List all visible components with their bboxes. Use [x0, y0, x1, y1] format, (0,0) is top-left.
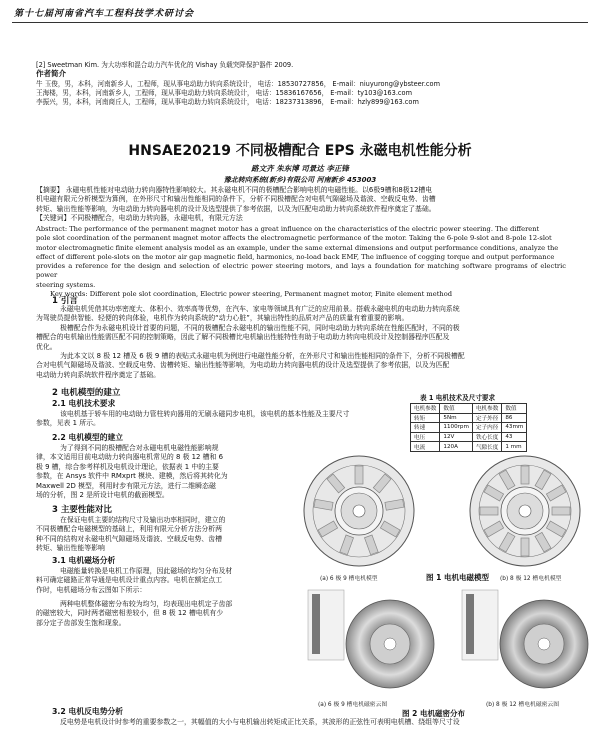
section-2-1-heading: 2.1 电机技术要求	[52, 399, 116, 408]
stator-slot	[480, 507, 498, 515]
author-intro-line: 王海楼，男，本科，河南新乡人，工程师，现从事电动助力转向系统设计， 电话：15836167656， E-mail：ty103@163.com	[36, 89, 413, 97]
section-3-heading: 3 主要性能对比	[52, 505, 112, 515]
flux-density-8p12s-image	[460, 586, 590, 698]
reference-2: [2] Sweetman Kim. 为大功率和混合动力汽车优化的 Vishay 负载突降保护器件 2009.	[36, 61, 294, 69]
section-3-1-text-2: 两种电机整体磁密分布较为均匀，均表现出电机定子齿部 的磁密较大，同时两者磁密相差较小，但 8 极 12 槽电机有少 部分定子齿部发生饱和现象。	[36, 600, 233, 627]
figure-1b-caption: (b) 8 极 12 槽电机模型	[500, 576, 562, 582]
abstract-cn: 【摘要】 永磁电机性能对电动助力转向器特性影响较大。其永磁电机不同的极槽配合影响电机的电磁性能。以6极9槽和8极12槽电 机电磁有限元分析模型为算例，在外形尺寸和输出性能相同的条件下，分析不同极槽配合对电机气隙磁场及谐波、空载反电势、齿槽 转矩、输出性能等影响，为电动助力转向器电机的设计及选型提供了参考依据，以及为匹配电动助力转向系统软件程序奠定了基础。 【关键词】不同极槽配合，电动助力转向器，永磁电机，有限元方法	[36, 186, 566, 224]
header-rule	[12, 22, 588, 23]
section-3-text: 在保证电机主要的结构尺寸及输出功率相同时，建立的 不同极槽配合电磁模型的基础上，利用有限元分析方法分析两 种不同的结构对永磁电机气隙磁场及谐波、空载反电势、齿槽 转矩、输出性能等影响	[36, 516, 226, 553]
section-3-2-text: 反电势是电机设计时参考的重要参数之一，其幅值的大小与电机输出转矩成正比关系，其波形的正弦性可表明电机槽、绕组等尺寸设	[60, 718, 460, 726]
table-1-caption: 表 1 电机技术及尺寸要求	[420, 394, 496, 402]
section-3-1-heading: 3.1 电机磁场分析	[52, 556, 116, 565]
abstract-en: Abstract: The performance of the permanent magnet motor has a great influence on the characteristics of the electric power steering. The different pole slot coordination of the permanent magnet motor affects the electromagnetic performance of the motor. Taking the 6-pole 9-slot and 8-pole 12-slot motor electromagnetic finite element analysis model as an example, under the same external dimensions and output performance conditions, analyze the effect of different pole-slots on the motor air gap magnetic field, harmonics, no-load back EMF, The influence of cogging torque and output performance provides a reference for the design and selection of electric power steering motors, and lays a foundation for matching software programs of electric power steering systems. Key words: Different pole slot coordination, Electric power steering, Permanent magnet motor, Finite element method	[36, 225, 566, 299]
flux-density-6p9s-image	[306, 586, 436, 698]
intro-text: 永磁电机凭借其功率密度大、体积小、效率高等优势，在汽车、家电等领域具有广泛的应用前景。搭载永磁电机的电动助力转向系统 为驾驶员提供智能、轻便的转向体验，电机作为转向系统的“动力心脏”，其输出特性的品质对产品的质量有着重要的影响。 极槽配合作为永磁电机设计首要的问题，不同的极槽配合永磁电机的输出性能不同，同时电动助力转向系统在性能匹配时，不同的极 槽配合的电机输出性能需匹配不同的控制策略，因此了解不同极槽比电机输出性能特性有助于电动助力转向电机设计及控制器程序匹配及 优化。 为此本文以 8 极 12 槽及 6 极 9 槽的表贴式永磁电机为例进行电磁性能分析，在外形尺寸和输出性能相同的条件下，分析不同极槽配 合对电机气隙磁场及谐波、空载反电势、齿槽转矩、输出性能等影响，为电动助力转向器电机的设计及选型提供了参考依据，以及为匹配 电动助力转向系统软件程序奠定了基础。	[36, 305, 465, 379]
section-2-2-heading: 2.2 电机模型的建立	[52, 433, 124, 442]
author-intro-line: 牛 玉俊，男，本科，河南新乡人，工程师，现从事电动助力转向系统设计， 电话：18530727856， E-mail：niuyurong@ybsteer.com	[36, 80, 441, 88]
paper-title: HNSAE20219 不同极槽配合 EPS 永磁电机性能分析	[128, 143, 472, 159]
table-row: 电机参数 数值 电机参数 数值	[411, 404, 527, 414]
motor-model-8p12s-image	[466, 452, 584, 570]
table-row: 电压 12V 铁心长度 43	[411, 432, 527, 442]
section-3-2-heading: 3.2 电机反电势分析	[52, 707, 124, 716]
paper-affiliation: 豫北转向系统(新乡)有限公司 河南新乡 453003	[223, 176, 377, 184]
table-row: 转速 1100rpm 定子内径 43mm	[411, 423, 527, 433]
section-2-2-text: 为了得到不同的极槽配合对永磁电机电磁性能影响规 律，本文适用目前电动助力转向器电机常见的 8 极 12 槽和 6 极 9 槽，综合参考样机及电机设计理论，依据表 1 中的主要 参数，在 Ansys 软件中 RMxprt 模块、建模，然后将其转化为 Maxwell 2D 模型，利用时步有限元方法，进行二维瞬态磁 场的分析，图 2 是所设计电机的截面模型。	[36, 444, 228, 500]
paper-authors: 路文齐 朱东博 司景达 李正锋	[251, 164, 349, 173]
author-intro-heading: 作者简介	[36, 69, 66, 78]
section-2-heading: 2 电机模型的建立	[52, 388, 121, 398]
author-intro-line: 李振兴，男，本科，河南商丘人，工程师，现从事电动助力转向系统设计， 电话：18237313896， E-mail：hzly899@163.com	[36, 98, 419, 106]
table-1	[410, 403, 527, 452]
stator-slot	[521, 538, 529, 556]
keywords-cn: 【关键词】不同极槽配合，电动助力转向器，永磁电机，有限元方法	[36, 214, 243, 223]
stator-slot	[355, 466, 363, 484]
stator-slot	[552, 507, 570, 515]
figure-2b-caption: (b) 8 极 12 槽电机磁密云图	[486, 702, 560, 708]
table-row: 转矩 5Nm 定子外径 86	[411, 413, 527, 423]
stator-slot	[521, 466, 529, 484]
keywords-en: Key words: Different pole slot coordination, Electric power steering, Permanent magnet motor, Finite element method	[50, 290, 453, 299]
section-3-1-text: 电磁能量转换是电机工作原理，因此磁场的均匀分布及材 料可确定磁路正常导通是电机设计重点内容。电机在额定点工 作时，电机磁场分布云图如下所示：	[36, 567, 233, 594]
motor-model-6p9s-image	[300, 452, 418, 570]
figure-2-title: 图 2 电机磁密分布	[402, 709, 465, 718]
figure-1a-caption: (a) 6 极 9 槽电机模型	[320, 576, 378, 582]
section-2-1-text: 该电机基于轿车用的电动助力管柱转向器用的无刷永磁同步电机，该电机的基本性能及主要尺寸 参数，见表 1 所示。	[36, 410, 350, 428]
journal-header: 第十七届河南省汽车工程科技学术研讨会	[14, 9, 195, 19]
table-row: 电流 120A 气隙长度 1 mm	[411, 442, 527, 452]
figure-1-title: 图 1 电机电磁模型	[426, 573, 489, 582]
figure-2a-caption: (a) 6 极 9 槽电机磁密云图	[318, 702, 388, 708]
section-1-heading: 1 引言	[52, 296, 78, 306]
